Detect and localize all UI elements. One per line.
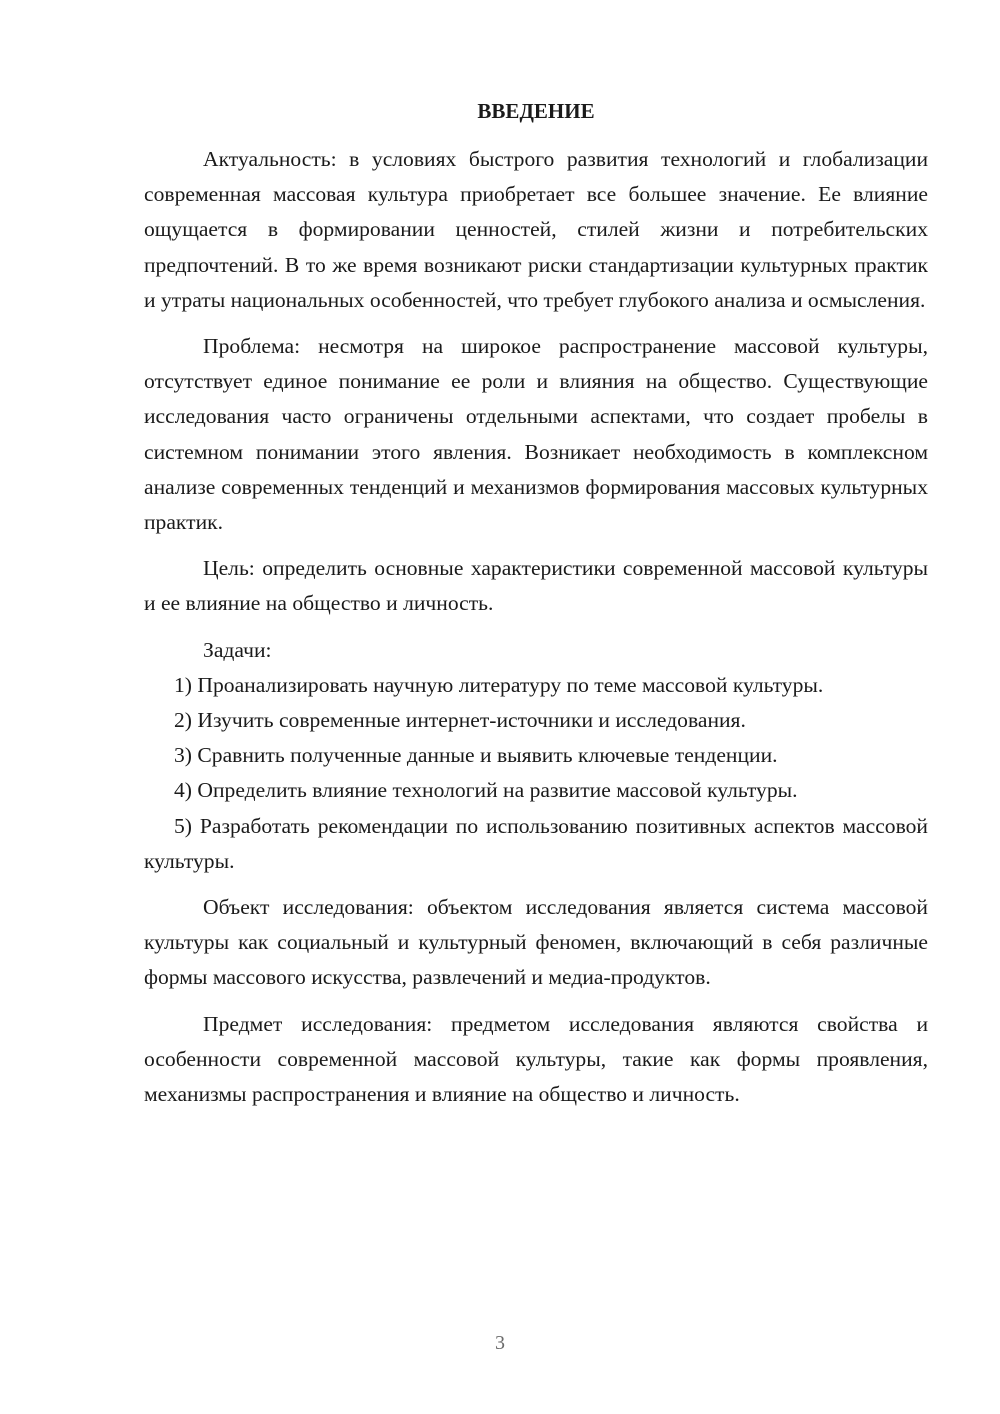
task-item-4: 4) Определить влияние технологий на развитие массовой культуры. <box>174 778 798 803</box>
relevance-paragraph: Актуальность: в условиях быстрого развития технологий и глобализации современная массовая культура приобретает все большее значение. Ее влияние ощущается в формировании ценностей, стилей жизни и потребительских предпочтений. В то же время возникают риски стандартизации культурных практик и утраты национальных особенностей, что требует глубокого анализа и осмысления. <box>144 147 928 312</box>
page-title: ВВЕДЕНИЕ <box>477 99 595 123</box>
task-item-1: 1) Проанализировать научную литературу по теме массовой культуры. <box>174 672 824 697</box>
subject-paragraph: Предмет исследования: предметом исследования являются свойства и особенности современной массовой культуры, такие как формы проявления, механизмы распространения и влияние на общество и личность. <box>144 1011 928 1107</box>
task-item-2: 2) Изучить современные интернет-источники и исследования. <box>174 708 746 733</box>
document-page <box>144 96 928 1112</box>
goal-paragraph: Цель: определить основные характеристики современной массовой культуры и ее влияние на общество и личность. <box>144 556 928 616</box>
task-item-5: 5) Разработать рекомендации по использованию позитивных аспектов массовой культуры. <box>144 813 928 873</box>
task-item-3: 3) Сравнить полученные данные и выявить ключевые тенденции. <box>174 743 778 768</box>
page-number: 3 <box>495 1332 505 1354</box>
problem-paragraph: Проблема: несмотря на широкое распространение массовой культуры, отсутствует единое понимание ее роли и влияния на общество. Существующие исследования часто ограничены отдельными аспектами, что создает пробелы в системном понимании этого явления. Возникает необходимость в комплексном анализе современных тенденций и механизмов формирования массовых культурных практик. <box>144 334 928 535</box>
object-paragraph: Объект исследования: объектом исследования является система массовой культуры как социальный и культурный феномен, включающий в себя различные формы массового искусства, развлечений и медиа-продуктов. <box>144 895 928 990</box>
tasks-label: Задачи: <box>203 637 272 662</box>
